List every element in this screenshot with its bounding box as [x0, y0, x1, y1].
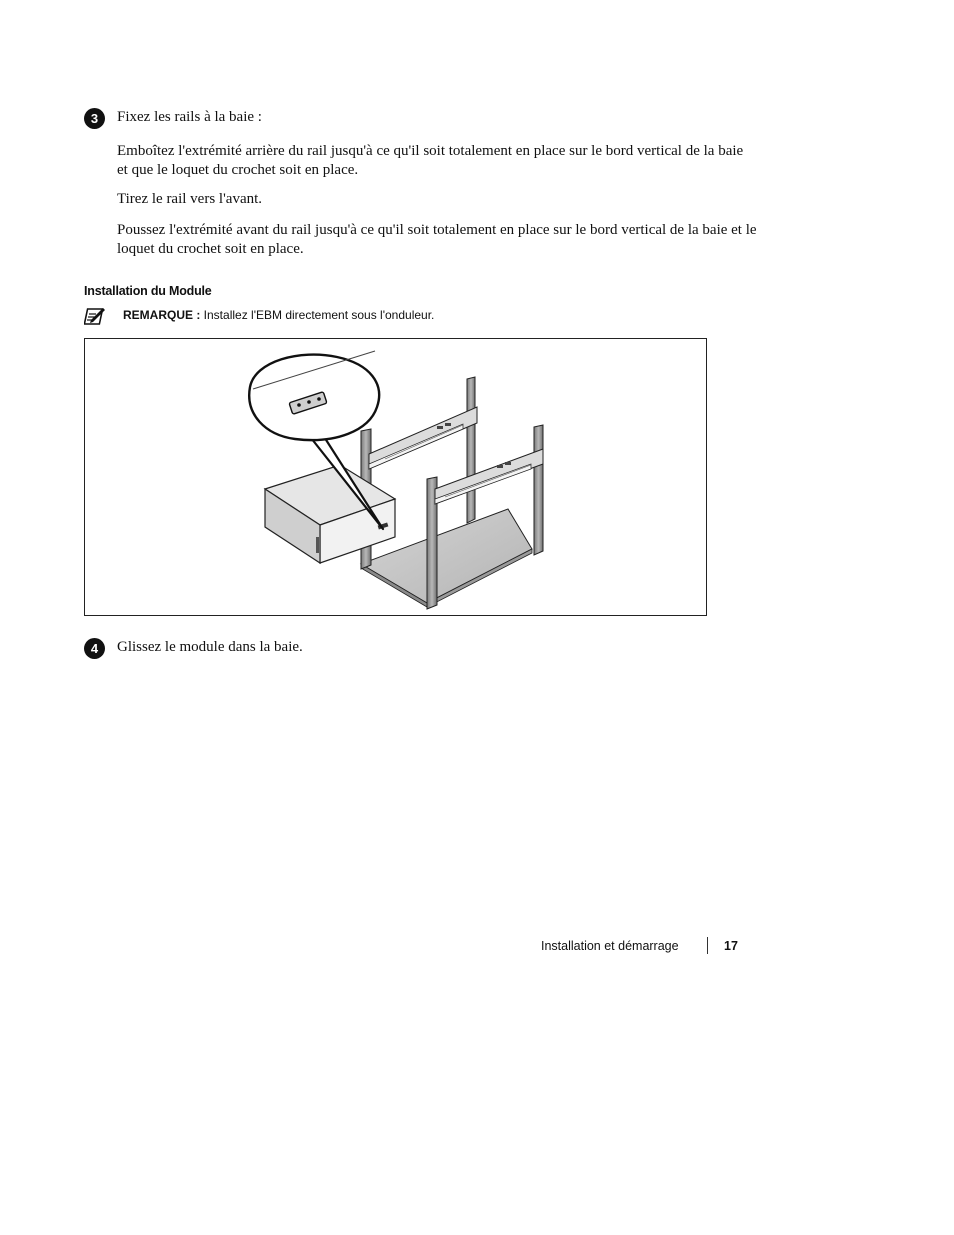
footer-separator: [707, 937, 708, 954]
step-number-badge: 4: [84, 638, 105, 659]
paragraph-poussez: Poussez l'extrémité avant du rail jusqu'à ce qu'il soit totalement en place sur le bord vertical de la baie et le loquet du crochet soit en place.: [117, 222, 757, 257]
pencil-note-icon: [84, 307, 106, 327]
section-title: Installation du Module: [84, 284, 212, 298]
paragraph-emboitez: Emboîtez l'extrémité arrière du rail jusqu'à ce qu'il soit totalement en place sur le bord vertical de la baie et que le loquet du crochet soit en place.: [117, 143, 744, 178]
note-text: [123, 308, 434, 322]
footer-section-title: Installation et démarrage: [541, 939, 679, 953]
note: [84, 307, 724, 327]
note-label: REMARQUE :: [123, 308, 201, 322]
rack-module-illustration: [85, 339, 706, 615]
paragraph-tirez: Tirez le rail vers l'avant.: [117, 191, 263, 207]
figure-frame: [84, 338, 707, 616]
step-4: [84, 638, 303, 659]
note-body: Installez l'EBM directement sous l'onduleur.: [200, 308, 435, 322]
step-3-text: Fixez les rails à la baie :: [117, 109, 262, 125]
step-4-text: Glissez le module dans la baie.: [117, 639, 303, 655]
step-3: [84, 108, 262, 129]
step-number-badge: 3: [84, 108, 105, 129]
page-number: 17: [724, 939, 738, 953]
